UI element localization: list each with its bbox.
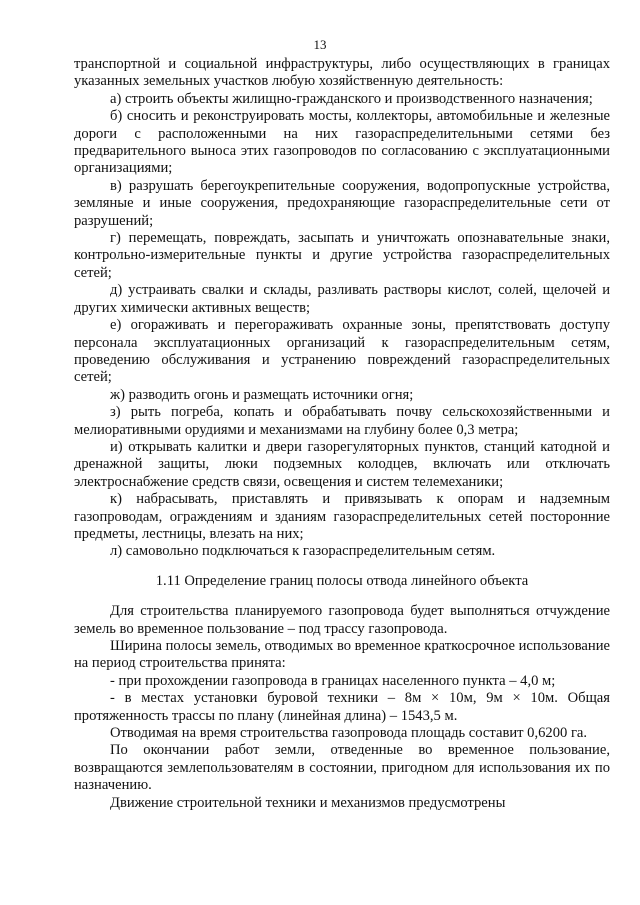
list-item-g: г) перемещать, повреждать, засыпать и уничтожать опознавательные знаки, контрольно-измерительные пункты и другие устройства газораспределительных сетей; <box>74 230 610 281</box>
page-number: 13 <box>313 37 327 52</box>
list-item-d: д) устраивать свалки и склады, разливать растворы кислот, солей, щелочей и других химически активных веществ; <box>74 282 610 316</box>
list-item-l: л) самовольно подключаться к газораспределительным сетям. <box>110 543 496 560</box>
paragraph: - при прохождении газопровода в границах населенного пункта – 4,0 м; <box>110 672 556 689</box>
paragraph: Отводимая на время строительства газопровода площадь составит 0,6200 га. <box>110 725 588 742</box>
list-item-v: в) разрушать берегоукрепительные сооружения, водопропускные устройства, земляные и иные сооружения, предохраняющие газораспределительные сети от разрушений; <box>74 177 610 229</box>
paragraph: Ширина полосы земель, отводимых во временное краткосрочное использование на период строительства принята: <box>74 638 610 672</box>
list-item-zh: ж) разводить огонь и размещать источники огня; <box>110 386 414 403</box>
paragraph: По окончании работ земли, отведенные во временное пользование, возвращаются землепользователям в состоянии, пригодном для использования их по назначению. <box>74 742 610 794</box>
list-item-k: к) набрасывать, приставлять и привязывать к опорам и надземным газопроводам, ограждениям и зданиям газораспределительных сетей посторонние предметы, лестницы, влезать на них; <box>74 491 610 542</box>
paragraph: Движение строительной техники и механизмов предусмотрены <box>110 794 506 811</box>
body-text <box>74 56 610 812</box>
list-item-e: е) огораживать и перегораживать охранные зоны, препятствовать доступу персонала эксплуатационных организаций к газораспределительным сетям, проведению обслуживания и устранению повреждений газораспределительных сетей; <box>74 317 610 386</box>
paragraph: - в местах установки буровой техники – 8м × 10м, 9м × 10м. Общая протяженность трассы по плану (линейная длина) – 1543,5 м. <box>74 690 610 724</box>
paragraph: Для строительства планируемого газопровода будет выполняться отчуждение земель во временное пользование – под трассу газопровода. <box>74 603 610 637</box>
paragraph: транспортной и социальной инфраструктуры, либо осуществляющих в границах указанных земельных участков любую хозяйственную деятельность: <box>74 56 610 90</box>
list-item-b: б) сносить и реконструировать мосты, коллекторы, автомобильные и железные дороги с расположенными на них газораспределительными сетями без предварительного выноса этих газопроводов по согласованию с эксплуатационными организациями; <box>74 108 610 177</box>
section-heading: 1.11 Определение границ полосы отвода линейного объекта <box>155 572 529 589</box>
list-item-i: и) открывать калитки и двери газорегуляторных пунктов, станций катодной и дренажной защиты, люки подземных колодцев, включать или отключать электроснабжение средств связи, освещения и систем телемеханики; <box>74 438 610 490</box>
list-item-a: а) строить объекты жилищно-гражданского и производственного назначения; <box>110 90 593 107</box>
list-item-z: з) рыть погреба, копать и обрабатывать почву сельскохозяйственными и мелиоративными орудиями и механизмами на глубину более 0,3 метра; <box>74 404 610 438</box>
